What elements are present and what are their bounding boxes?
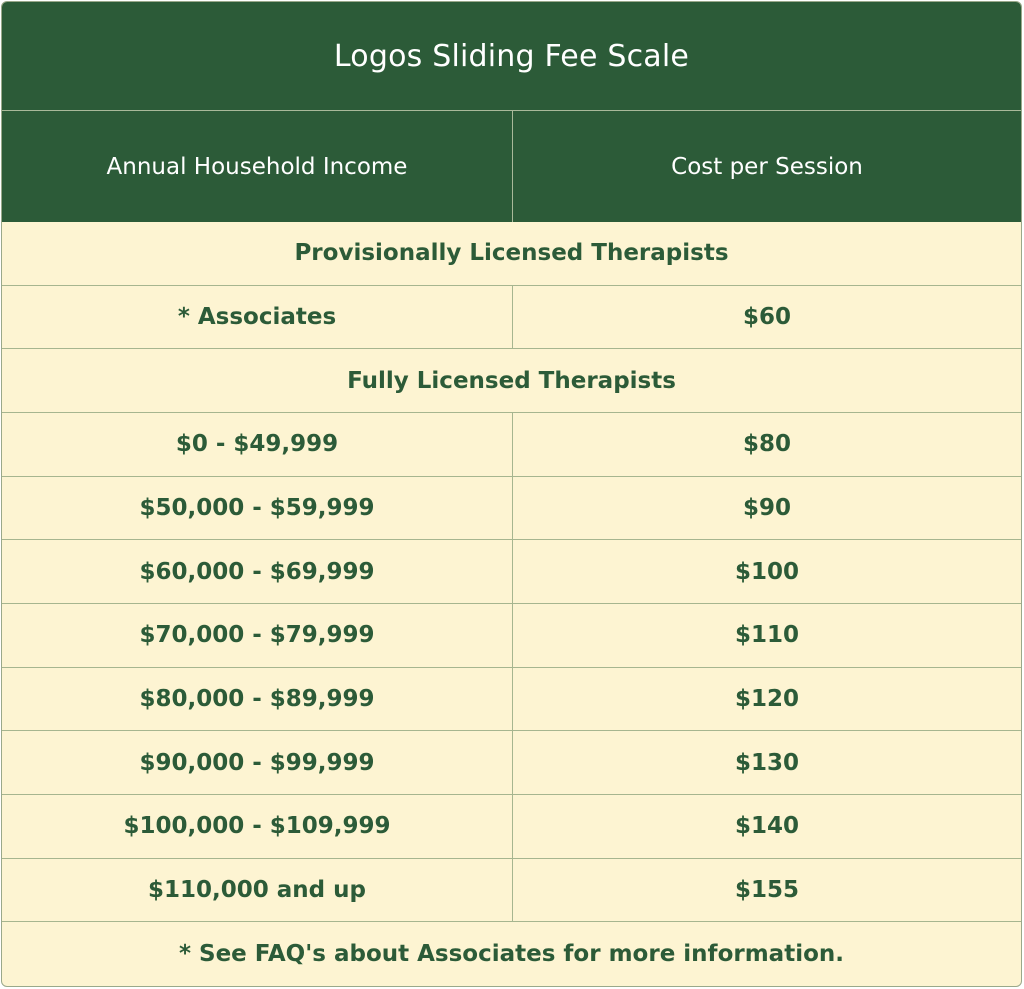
section-row-provisional	[2, 222, 1021, 286]
table-row	[2, 795, 1021, 859]
cost-cell: $80	[742, 431, 791, 458]
table-row	[2, 413, 1021, 477]
section-label-full: Fully Licensed Therapists	[347, 367, 676, 394]
income-cell: $100,000 - $109,999	[2, 795, 513, 858]
footnote-row	[2, 922, 1021, 986]
table-row	[2, 604, 1021, 668]
cost-cell: $155	[734, 876, 799, 903]
table-title-row	[2, 2, 1021, 111]
section-label-provisional: Provisionally Licensed Therapists	[294, 240, 729, 267]
cost-column-header: Cost per Session	[671, 153, 863, 180]
income-cell: $70,000 - $79,999	[2, 604, 513, 667]
table-row	[2, 731, 1021, 795]
income-column-header: Annual Household Income	[2, 111, 513, 221]
income-cell: $80,000 - $89,999	[2, 668, 513, 731]
cost-cell: $110	[734, 622, 799, 649]
income-cell: $110,000 and up	[2, 859, 513, 922]
column-header-row	[2, 111, 1021, 221]
table-row-associates	[2, 286, 1021, 350]
income-cell: * Associates	[2, 286, 513, 349]
section-row-full	[2, 349, 1021, 413]
table-title: Logos Sliding Fee Scale	[333, 38, 690, 74]
cost-cell: $60	[742, 303, 791, 330]
table-row	[2, 859, 1021, 923]
table-row	[2, 668, 1021, 732]
sliding-fee-table	[1, 1, 1022, 987]
table-row	[2, 540, 1021, 604]
income-cell: $90,000 - $99,999	[2, 731, 513, 794]
cost-cell: $140	[734, 813, 799, 840]
income-cell: $50,000 - $59,999	[2, 477, 513, 540]
footnote-text: * See FAQ's about Associates for more information.	[178, 941, 844, 968]
cost-cell: $90	[742, 494, 791, 521]
cost-cell: $100	[734, 558, 799, 585]
cost-cell: $120	[734, 685, 799, 712]
income-cell: $60,000 - $69,999	[2, 540, 513, 603]
cost-cell: $130	[734, 749, 799, 776]
table-row	[2, 477, 1021, 541]
income-cell: $0 - $49,999	[2, 413, 513, 476]
